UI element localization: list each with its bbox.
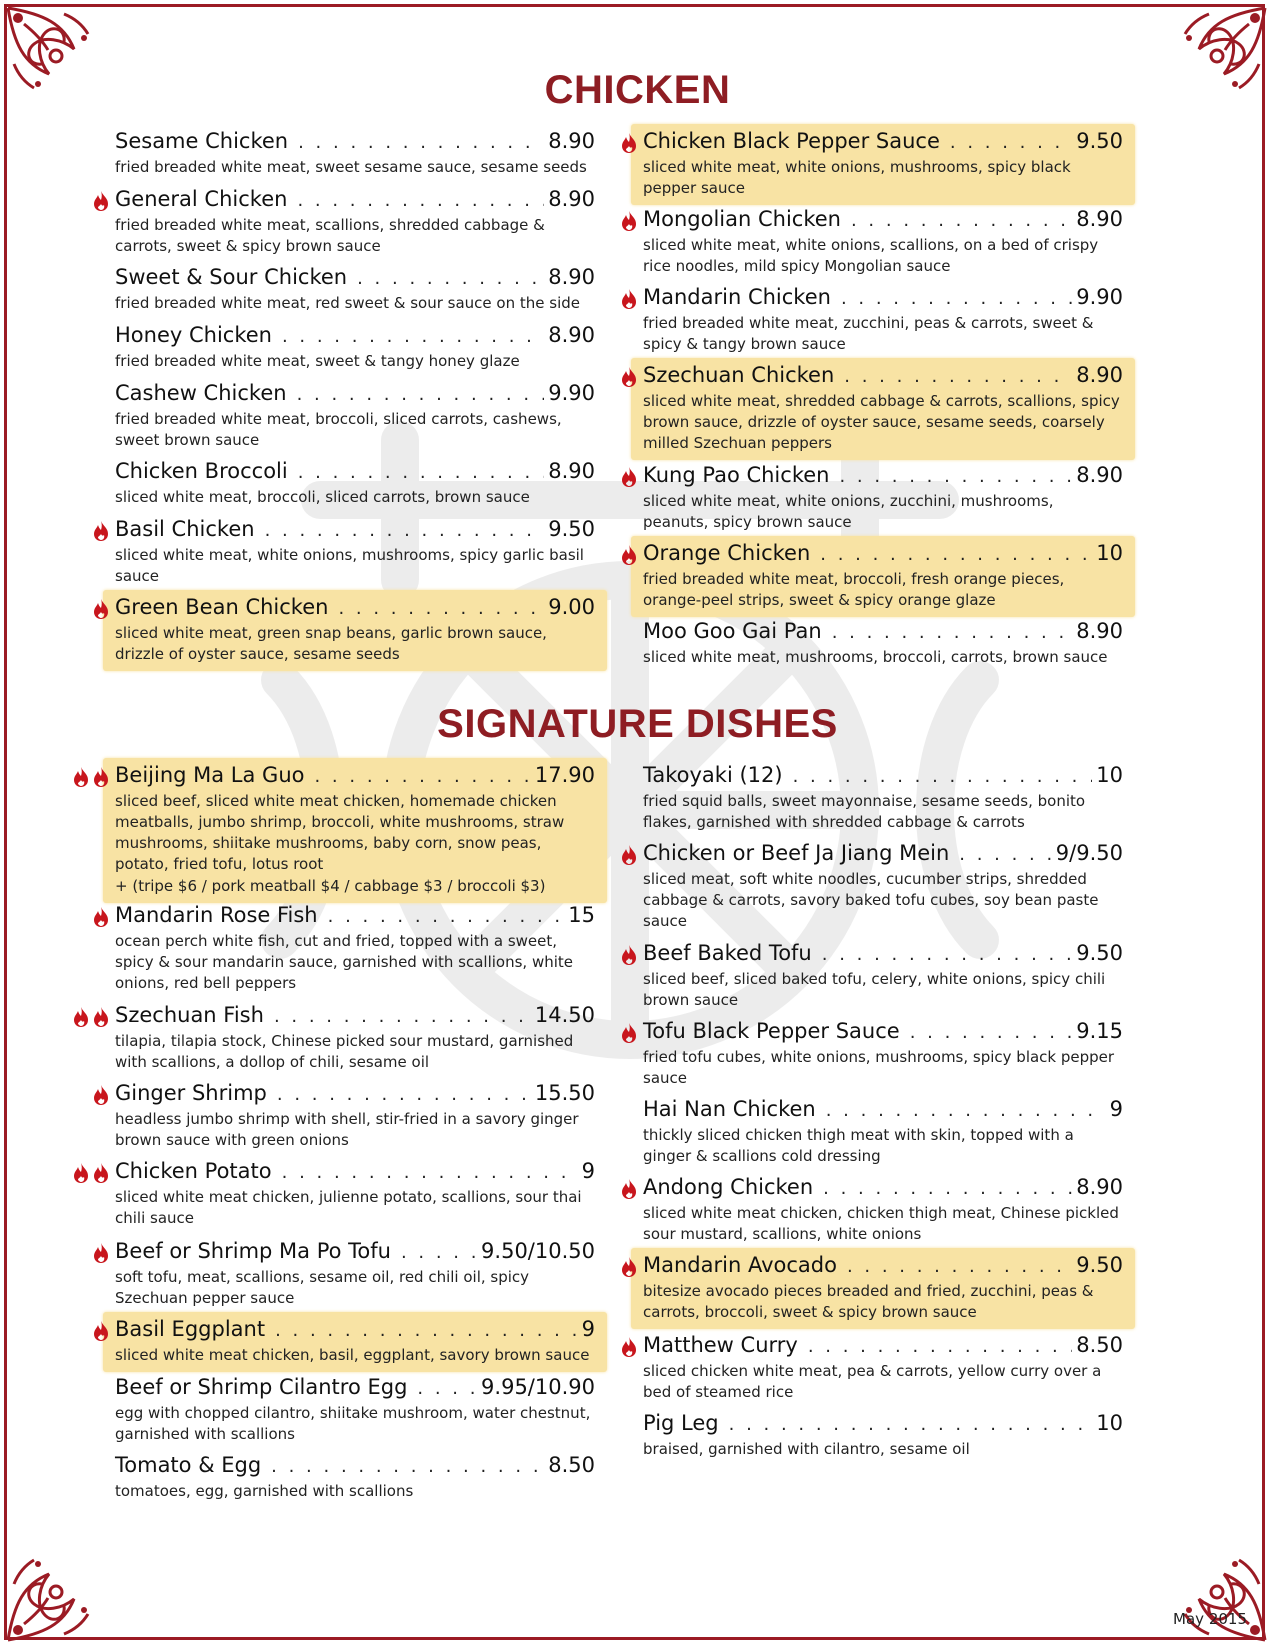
- menu-item-name: Pig Leg: [643, 1411, 719, 1435]
- menu-item-description: tilapia, tilapia stock, Chinese picked sour mustard, garnished with scallions, a dollop of chili, sesame oil: [115, 1032, 574, 1071]
- menu-item-price: 8.90: [1076, 619, 1123, 643]
- menu-item-description: sliced beef, sliced baked tofu, celery, white onions, spicy chili brown sauce: [643, 970, 1106, 1009]
- menu-item-header: [115, 1452, 595, 1480]
- dot-leader: [328, 904, 565, 930]
- menu-item-price: 8.90: [1076, 463, 1123, 487]
- menu-item-name: Basil Chicken: [115, 517, 255, 541]
- menu-item-header: [643, 1096, 1123, 1124]
- menu-item-header: [115, 1002, 595, 1030]
- menu-item: [643, 284, 1123, 355]
- menu-item-description: bitesize avocado pieces breaded and fried, zucchini, peas & carrots, broccoli, sweet & spicy brown sauce: [643, 1282, 1094, 1321]
- menu-item-header: [115, 380, 595, 408]
- menu-item: [115, 264, 595, 314]
- menu-item-description: sliced white meat, broccoli, sliced carrots, brown sauce: [115, 488, 530, 506]
- menu-item-header: [643, 1018, 1123, 1046]
- menu-item-description: sliced white meat, white onions, zucchini, mushrooms, peanuts, spicy brown sauce: [643, 492, 1054, 531]
- dot-leader: [832, 620, 1073, 646]
- menu-item-name: Sesame Chicken: [115, 129, 289, 153]
- menu-item-header: [643, 1410, 1123, 1438]
- menu-item: [643, 540, 1123, 611]
- menu-item-header: [115, 264, 595, 292]
- menu-item-description: soft tofu, meat, scallions, sesame oil, red chili oil, spicy Szechuan pepper sauce: [115, 1268, 530, 1307]
- menu-item-description: fried breaded white meat, zucchini, peas & carrots, sweet & spicy & tangy brown sauce: [643, 314, 1094, 353]
- fire-icon: [91, 1162, 111, 1184]
- corner-ornament-icon: [4, 1548, 100, 1644]
- menu-item-price: 9/9.50: [1055, 841, 1123, 865]
- menu-item-header: [643, 940, 1123, 968]
- menu-item-price: 8.90: [1076, 363, 1123, 387]
- dot-leader: [265, 518, 545, 544]
- menu-item-price: 8.90: [1076, 207, 1123, 231]
- menu-item: [643, 1410, 1123, 1460]
- menu-item: [115, 516, 595, 587]
- menu-item-price: 9.50: [1076, 941, 1123, 965]
- menu-item-name: Honey Chicken: [115, 323, 272, 347]
- fire-icon: [619, 944, 639, 966]
- menu-item: [643, 618, 1123, 668]
- menu-item: [643, 1096, 1123, 1167]
- menu-item-name: Mandarin Chicken: [643, 285, 831, 309]
- dot-leader: [820, 542, 1092, 568]
- dot-leader: [297, 188, 544, 214]
- menu-item-description: sliced white meat chicken, julienne potato, scallions, sour thai chili sauce: [115, 1188, 582, 1227]
- menu-item-name: Tofu Black Pepper Sauce: [643, 1019, 900, 1043]
- dot-leader: [297, 382, 545, 408]
- menu-item: [643, 128, 1123, 199]
- menu-item-description: headless jumbo shrimp with shell, stir-fried in a savory ginger brown sauce with green onions: [115, 1110, 579, 1149]
- dot-leader: [822, 942, 1072, 968]
- fire-icon: [619, 210, 639, 232]
- menu-item-description: sliced white meat, green snap beans, garlic brown sauce, drizzle of oyster sauce, sesame seeds: [115, 624, 547, 663]
- menu-item-header: [643, 540, 1123, 568]
- menu-item-header: [643, 762, 1123, 790]
- menu-item-header: [115, 1374, 595, 1402]
- menu-item-price: 10: [1096, 1411, 1123, 1435]
- menu-item-price: 9: [581, 1317, 595, 1341]
- fire-icon: [71, 1162, 91, 1184]
- menu-item-header: [115, 594, 595, 622]
- menu-item-description: sliced white meat, shredded cabbage & carrots, scallions, spicy brown sauce, drizzle of oyster sauce, sesame seeds, coarsely milled Szechuan peppers: [643, 392, 1120, 452]
- menu-item: [115, 1452, 595, 1502]
- menu-item: [643, 940, 1123, 1011]
- menu-item-name: Basil Eggplant: [115, 1317, 266, 1341]
- dot-leader: [282, 324, 544, 350]
- menu-item-price: 17.90: [534, 763, 595, 787]
- menu-item-price: 8.90: [548, 323, 595, 347]
- menu-item-name: Kung Pao Chicken: [643, 463, 830, 487]
- menu-item-header: [643, 1174, 1123, 1202]
- menu-item: [115, 1238, 595, 1309]
- menu-item-description: sliced white meat, mushrooms, broccoli, carrots, brown sauce: [643, 648, 1108, 666]
- menu-item: [115, 1374, 595, 1445]
- menu-item-description: tomatoes, egg, garnished with scallions: [115, 1482, 414, 1500]
- menu-item-price: 8.90: [548, 265, 595, 289]
- menu-item-name: Mongolian Chicken: [643, 207, 841, 231]
- menu-item: [643, 840, 1123, 932]
- dot-leader: [847, 1254, 1072, 1280]
- menu-item-price: 9.50: [1076, 1253, 1123, 1277]
- menu-item-price: 15: [568, 903, 595, 927]
- fire-icon: [91, 598, 111, 620]
- menu-item-name: Ginger Shrimp: [115, 1081, 267, 1105]
- menu-item-description: egg with chopped cilantro, shiitake mushroom, water chestnut, garnished with scallions: [115, 1404, 591, 1443]
- fire-icon: [91, 906, 111, 928]
- fire-icon: [91, 1320, 111, 1342]
- fire-icon: [619, 544, 639, 566]
- menu-item: [115, 128, 595, 178]
- dot-leader: [844, 364, 1072, 390]
- menu-item-header: [115, 1316, 595, 1344]
- dot-leader: [808, 1334, 1072, 1360]
- menu-item-price: 9.90: [548, 381, 595, 405]
- menu-item-price: 9.50: [1076, 129, 1123, 153]
- dot-leader: [338, 596, 544, 622]
- menu-item-price: 9: [1109, 1097, 1123, 1121]
- dot-leader: [274, 1004, 531, 1030]
- fire-icon: [71, 766, 91, 788]
- menu-item-name: Green Bean Chicken: [115, 595, 329, 619]
- section-title-signature-dishes: SIGNATURE DISHES: [437, 702, 838, 746]
- menu-item-description: fried breaded white meat, sweet sesame sauce, sesame seeds: [115, 158, 587, 176]
- menu-item-name: General Chicken: [115, 187, 288, 211]
- menu-item: [115, 1002, 595, 1073]
- dot-leader: [851, 208, 1072, 234]
- fire-icon: [619, 366, 639, 388]
- fire-icon: [619, 1178, 639, 1200]
- menu-item-description: fried breaded white meat, broccoli, sliced carrots, cashews, sweet brown sauce: [115, 410, 562, 449]
- menu-item-price: 8.90: [1076, 1175, 1123, 1199]
- fire-icon: [619, 1256, 639, 1278]
- menu-item-description: fried breaded white meat, sweet & tangy honey glaze: [115, 352, 520, 370]
- dot-leader: [729, 1412, 1093, 1438]
- menu-item-name: Chicken or Beef Ja Jiang Mein: [643, 841, 950, 865]
- menu-item: [643, 462, 1123, 533]
- menu-item-price: 9.95/10.90: [481, 1375, 595, 1399]
- menu-item: [115, 186, 595, 257]
- menu-date: May 2015: [1173, 1610, 1247, 1628]
- dot-leader: [959, 842, 1052, 868]
- menu-item-name: Mandarin Rose Fish: [115, 903, 318, 927]
- dot-leader: [271, 1454, 544, 1480]
- menu-item: [115, 594, 595, 665]
- menu-item-name: Szechuan Fish: [115, 1003, 264, 1027]
- menu-item-price: 9: [581, 1159, 595, 1183]
- menu-item-header: [115, 186, 595, 214]
- fire-icon: [619, 1022, 639, 1044]
- menu-item-name: Chicken Potato: [115, 1159, 272, 1183]
- menu-item-description: sliced white meat, white onions, mushrooms, spicy garlic basil sauce: [115, 546, 584, 585]
- menu-item: [643, 206, 1123, 277]
- menu-item-name: Tomato & Egg: [115, 1453, 262, 1477]
- menu-item-price: 8.50: [1076, 1333, 1123, 1357]
- menu-item-header: [643, 284, 1123, 312]
- menu-item-price: 8.90: [548, 129, 595, 153]
- corner-ornament-icon: [1173, 1548, 1269, 1644]
- menu-item-name: Andong Chicken: [643, 1175, 814, 1199]
- menu-item-description: fried breaded white meat, broccoli, fresh orange pieces, orange-peel strips, sweet & spicy orange glaze: [643, 570, 1065, 609]
- menu-item-name: Beef or Shrimp Ma Po Tofu: [115, 1239, 391, 1263]
- dot-leader: [417, 1376, 477, 1402]
- menu-item: [643, 1174, 1123, 1245]
- menu-item-description: fried tofu cubes, white onions, mushrooms, spicy black pepper sauce: [643, 1048, 1115, 1087]
- menu-item-price: 8.90: [548, 187, 595, 211]
- menu-item-name: Matthew Curry: [643, 1333, 798, 1357]
- menu-item-name: Hai Nan Chicken: [643, 1097, 816, 1121]
- menu-item-header: [115, 902, 595, 930]
- menu-item-name: Orange Chicken: [643, 541, 811, 565]
- menu-item-description: sliced white meat chicken, chicken thigh meat, Chinese pickled sour mustard, scallions, white onions: [643, 1204, 1119, 1243]
- menu-item-name: Beef Baked Tofu: [643, 941, 812, 965]
- menu-item-description: sliced beef, sliced white meat chicken, homemade chicken meatballs, jumbo shrimp, broccoli, white mushrooms, straw mushrooms, shiitake mushrooms, baby corn, snow peas, potato, fried tofu, lotus root: [115, 792, 565, 873]
- menu-item-header: [115, 1238, 595, 1266]
- menu-item: [643, 362, 1123, 454]
- section-title-chicken: CHICKEN: [544, 68, 731, 112]
- menu-item-addons: + (tripe $6 / pork meatball $4 / cabbage $3 / broccoli $3): [115, 877, 546, 895]
- menu-item: [115, 1158, 595, 1229]
- menu-item-name: Mandarin Avocado: [643, 1253, 837, 1277]
- menu-item-description: sliced white meat, white onions, mushrooms, spicy black pepper sauce: [643, 158, 1071, 197]
- dot-leader: [298, 460, 545, 486]
- menu-item-description: sliced white meat, white onions, scallions, on a bed of crispy rice noodles, mild spicy Mongolian sauce: [643, 236, 1099, 275]
- menu-item-name: Chicken Black Pepper Sauce: [643, 129, 940, 153]
- fire-icon: [91, 766, 111, 788]
- menu-item: [115, 322, 595, 372]
- fire-icon: [619, 1336, 639, 1358]
- dot-leader: [275, 1318, 578, 1344]
- menu-item-name: Moo Goo Gai Pan: [643, 619, 822, 643]
- dot-leader: [282, 1160, 578, 1186]
- menu-item-header: [115, 322, 595, 350]
- menu-item-description: sliced chicken white meat, pea & carrots, yellow curry over a bed of steamed rice: [643, 1362, 1102, 1401]
- menu-item-header: [643, 618, 1123, 646]
- menu-item: [115, 458, 595, 508]
- menu-item-price: 10: [1096, 541, 1123, 565]
- menu-item-name: Cashew Chicken: [115, 381, 287, 405]
- menu-item-price: 14.50: [534, 1003, 595, 1027]
- menu-item: [115, 1316, 595, 1366]
- menu-item-price: 9.15: [1076, 1019, 1123, 1043]
- menu-item-description: braised, garnished with cilantro, sesame oil: [643, 1440, 970, 1458]
- menu-item-header: [115, 762, 595, 790]
- menu-item-header: [643, 128, 1123, 156]
- menu-item: [643, 1252, 1123, 1323]
- fire-icon: [91, 190, 111, 212]
- fire-icon: [91, 520, 111, 542]
- dot-leader: [298, 130, 544, 156]
- menu-item-price: 8.50: [548, 1453, 595, 1477]
- menu-item-description: thickly sliced chicken thigh meat with skin, topped with a ginger & scallions cold dressing: [643, 1126, 1074, 1165]
- dot-leader: [823, 1176, 1072, 1202]
- menu-item: [643, 1332, 1123, 1403]
- fire-icon: [91, 1084, 111, 1106]
- menu-item-header: [643, 462, 1123, 490]
- fire-icon: [619, 844, 639, 866]
- menu-item-name: Sweet & Sour Chicken: [115, 265, 348, 289]
- menu-item-header: [643, 1252, 1123, 1280]
- dot-leader: [357, 266, 544, 292]
- menu-item: [115, 902, 595, 994]
- menu-item-header: [115, 1158, 595, 1186]
- menu-item-name: Szechuan Chicken: [643, 363, 835, 387]
- fire-icon: [619, 466, 639, 488]
- menu-item-price: 9.90: [1076, 285, 1123, 309]
- dot-leader: [793, 764, 1093, 790]
- menu-item: [115, 380, 595, 451]
- menu-item-description: fried squid balls, sweet mayonnaise, sesame seeds, bonito flakes, garnished with shredded cabbage & carrots: [643, 792, 1086, 831]
- dot-leader: [314, 764, 530, 790]
- menu-item: [643, 762, 1123, 833]
- dot-leader: [839, 464, 1072, 490]
- menu-item: [643, 1018, 1123, 1089]
- dot-leader: [401, 1240, 477, 1266]
- menu-item-name: Takoyaki (12): [643, 763, 783, 787]
- menu-item-price: 8.90: [548, 459, 595, 483]
- menu-item-header: [643, 1332, 1123, 1360]
- fire-icon: [619, 288, 639, 310]
- menu-item-header: [115, 516, 595, 544]
- dot-leader: [910, 1020, 1073, 1046]
- menu-item-name: Beef or Shrimp Cilantro Egg: [115, 1375, 408, 1399]
- fire-icon: [91, 1242, 111, 1264]
- menu-item-description: fried breaded white meat, scallions, shredded cabbage & carrots, sweet & spicy brown sauce: [115, 216, 545, 255]
- menu-item-header: [643, 206, 1123, 234]
- dot-leader: [950, 130, 1072, 156]
- dot-leader: [277, 1082, 531, 1108]
- fire-icon: [71, 1006, 91, 1028]
- fire-icon: [91, 1006, 111, 1028]
- menu-item-price: 9.00: [548, 595, 595, 619]
- menu-item-description: fried breaded white meat, red sweet & sour sauce on the side: [115, 294, 580, 312]
- menu-item-price: 10: [1096, 763, 1123, 787]
- menu-item-description: sliced white meat chicken, basil, eggplant, savory brown sauce: [115, 1346, 590, 1364]
- menu-item-price: 9.50: [548, 517, 595, 541]
- menu-item: [115, 762, 595, 897]
- menu-item-description: ocean perch white fish, cut and fried, topped with a sweet, spicy & sour mandarin sauce, garnished with scallions, white onions, red bell peppers: [115, 932, 574, 992]
- menu-item-name: Chicken Broccoli: [115, 459, 288, 483]
- dot-leader: [841, 286, 1072, 312]
- menu-item-price: 9.50/10.50: [481, 1239, 595, 1263]
- menu-item-name: Beijing Ma La Guo: [115, 763, 305, 787]
- menu-item-header: [643, 840, 1123, 868]
- fire-icon: [619, 132, 639, 154]
- menu-item: [115, 1080, 595, 1151]
- menu-item-price: 15.50: [534, 1081, 595, 1105]
- dot-leader: [826, 1098, 1106, 1124]
- menu-item-header: [115, 458, 595, 486]
- menu-item-header: [115, 1080, 595, 1108]
- menu-item-description: sliced meat, soft white noodles, cucumber strips, shredded cabbage & carrots, savory baked tofu cubes, soy bean paste sauce: [643, 870, 1099, 930]
- menu-item-header: [643, 362, 1123, 390]
- menu-item-header: [115, 128, 595, 156]
